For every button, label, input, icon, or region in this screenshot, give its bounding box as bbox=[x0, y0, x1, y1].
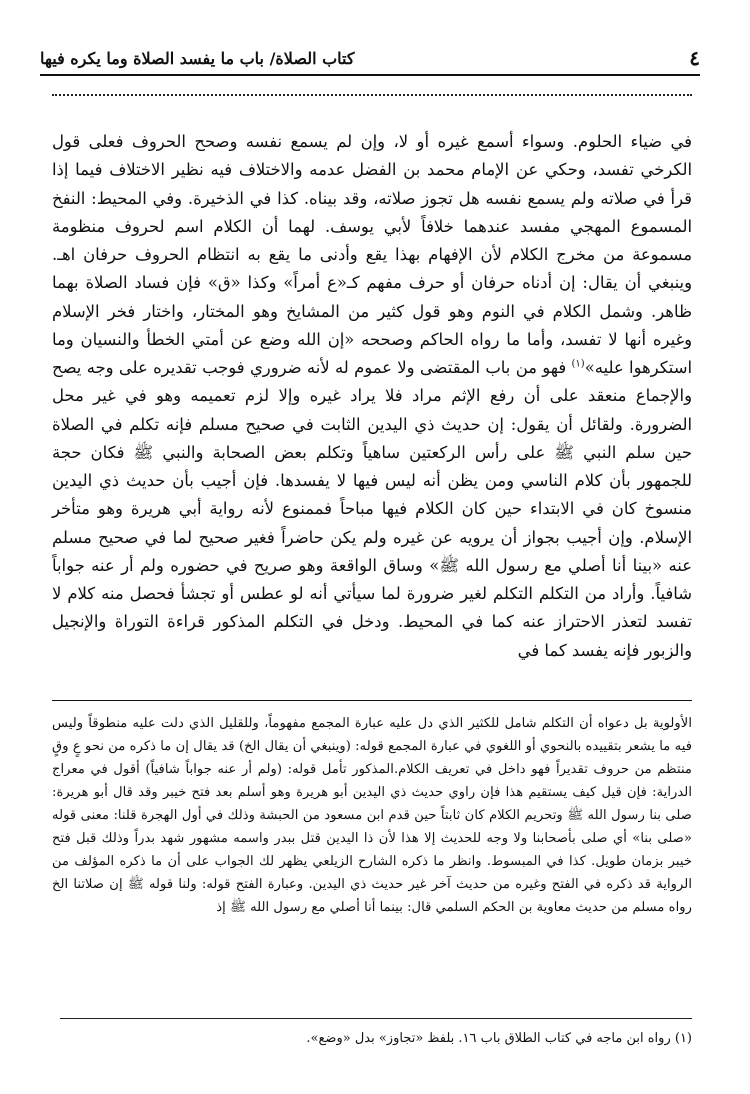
footnote-text: (١) رواه ابن ماجه في كتاب الطلاق باب ١٦. بلفظ «تجاوز» بدل «وضع». bbox=[306, 1031, 692, 1046]
main-text bbox=[52, 128, 692, 665]
commentary bbox=[52, 712, 692, 919]
footnote-reference: (١) bbox=[571, 358, 585, 370]
dotted-divider bbox=[52, 94, 692, 96]
commentary-text: الأولوية بل دعواه أن التكلم شامل للكثير الذي دل عليه عبارة المجمع مفهوماً، وللقليل الذي دلت عليه منطوقاً وليس فيه ما يشعر بتقييده بالنحوي أو اللغوي في عبارة المجمع قوله: (وينبغي أن يقال الخ) قد يقال إن ما ذكره من نحو عٍ وقٍ منتظم من حروف تقديراً فهو داخل في تعريف الكلام.المذكور تأمل قوله: (ولم أر عنه جواباً شافياً) أقول في معراج الدراية: فإن قيل كيف يستقيم هذا فإن راوي حديث ذي اليدين أبو هريرة وهو أسلم بعد فتح خيبر وقد قال أبو هريرة: صلى بنا رسول الله ﷺ وتحريم الكلام كان ثابتاً حين قدم ابن مسعود من الحبشة وذلك في أول الهجرة قلنا: معنى قوله «صلى بنا» أي صلى بأصحابنا ولا وجه للحديث إلا هذا لأن ذا اليدين قتل ببدر واسمه مشهور شهد بدراً وذلك قبل فتح خيبر بزمان طويل. كذا في المبسوط. وانظر ما ذكره الشارح الزيلعي يظهر لك الجواب على أن ما ذكره المؤلف من الرواية قد ذكره في الفتح وغيره من حديث آخر غير حديث ذي اليدين. وعبارة الفتح قوله: ولنا قوله ﷺ إن صلاتنا الخ رواه مسلم من حديث معاوية بن الحكم السلمي قال: بينما أنا أصلي مع رسول الله ﷺ إذ bbox=[52, 716, 692, 915]
commentary-rule bbox=[52, 700, 692, 701]
page-header bbox=[40, 44, 700, 72]
running-title: كتاب الصلاة/ باب ما يفسد الصلاة وما يكره فيها bbox=[40, 48, 355, 68]
main-text-start: في ضياء الحلوم. وسواء أسمع غيره أو لا، وإن لم يسمع نفسه وصحح الحروف فعلى قول الكرخي تفسد، وحكي عن الإمام محمد بن الفضل عدمه والاختلاف فيه نظير الاختلاف فيما إذا قرأ في صلاته ولم يسمع نفسه هل تجوز صلاته، وقد بيناه. كذا في الذخيرة. وفي المحيط: النفخ المسموع المهجي مفسد عندهما خلافاً لأبي يوسف. لهما أن الكلام اسم لحروف منظومة مسموعة من مخرج الكلام لأن الإفهام بهذا يقع وأدنى ما يقع به انتظام الحروف حرفان اهـ. وينبغي أن يقال: إن أدناه حرفان أو حرف مفهم كـ«ع أمراً» وكذا «ق» فإن فساد الصلاة بهما ظاهر. وشمل الكلام في النوم وهو قول كثير من المشايخ وهو المختار، واختار فخر الإسلام وغيره أنها لا تفسد، وأما ما رواه الحاكم وصححه «إن الله وضع عن أمتي الخطأ والنسيان وما استكرهوا عليه» bbox=[52, 132, 693, 377]
main-text-end: فهو من باب المقتضى ولا عموم له لأنه ضروري فوجب تقديره على وجه يصح والإجماع منعقد على أن رفع الإثم مراد فلا يراد غيره وإلا لزم تعميمه وهو في غير محل الضرورة. ولقائل أن يقول: إن حديث ذي اليدين الثابت في صحيح مسلم فإنه تكلم في الصلاة حين سلم النبي ﷺ على رأس الركعتين ساهياً وتكلم بعض الصحابة والنبي ﷺ فكان حجة للجمهور بأن كلام الناسي ومن يظن أنه ليس فيها لا يفسدها. فإن أجيب بأن حديث ذي اليدين منسوخ كان في الابتداء حين كان الكلام فيها مباحاً فممنوع لأنه رواية أبي هريرة وهو متأخر الإسلام. وإن أجيب بجواز أن يرويه عن غيره ولم يكن حاضراً فغير صحيح لما في صحيح مسلم عنه «بينا أنا أصلي مع رسول الله ﷺ» وساق الواقعة وهو صريح في حضوره ولم أر عنه جواباً شافياً. وأراد من التكلم التكلم لغير ضرورة لما سيأتي أنه لو عطس أو تجشأ فحصل منه كلام لا تفسد لتعذر الاحتراز عنه كما في المحيط. ودخل في التكلم المذكور قراءة التوراة والإنجيل والزبور فإنه يفسد كما في bbox=[52, 358, 692, 660]
footnote bbox=[60, 1029, 692, 1049]
main-paragraph bbox=[52, 128, 692, 665]
header-rule bbox=[40, 74, 700, 76]
footnote-rule bbox=[60, 1018, 692, 1019]
page-number: ٤ bbox=[689, 46, 700, 70]
